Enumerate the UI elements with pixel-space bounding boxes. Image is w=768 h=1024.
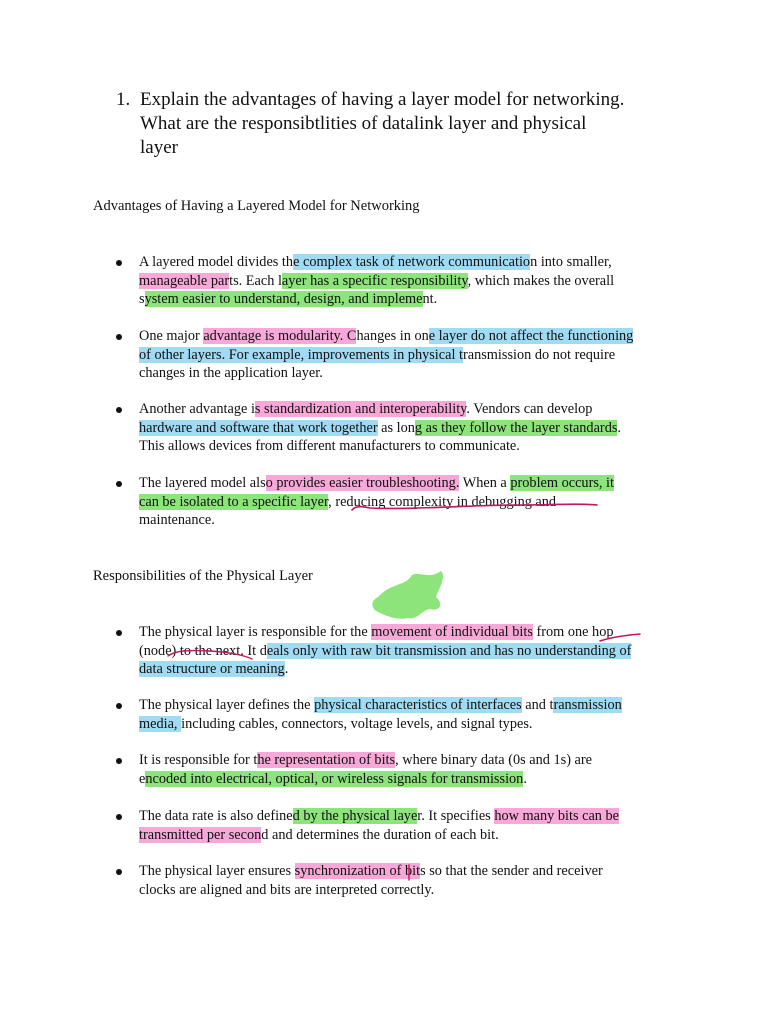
section-heading-physical-layer: Responsibilities of the Physical Layer — [93, 568, 313, 584]
highlight-pink: advantage is modularity. C — [203, 328, 357, 344]
highlight-pink: synchronization of bit — [294, 863, 421, 879]
question-line: What are the responsibtlities of datalink layer and physical — [140, 113, 587, 134]
text-run: hanges in on — [356, 328, 429, 344]
text-run: The physical layer ensures — [139, 863, 295, 879]
text-run: s so that the sender and receiver — [420, 863, 603, 879]
highlight-blue: e layer do not affect the functioning — [428, 328, 634, 344]
list-item — [139, 400, 684, 456]
text-run: maintenance. — [139, 512, 215, 528]
text-run: and t — [521, 697, 554, 713]
text-run: s — [139, 291, 145, 307]
text-run: d and determines the duration of each bit. — [261, 826, 499, 843]
text-run: as lon — [377, 419, 415, 436]
question-line: layer — [140, 137, 178, 158]
text-run: clocks are aligned and bits are interpreted correctly. — [139, 881, 435, 898]
text-line — [139, 419, 684, 438]
text-line — [139, 327, 684, 346]
highlight-blue: media, — [139, 715, 182, 732]
question-number: 1. — [116, 89, 131, 110]
text-run: . — [617, 419, 621, 436]
text-line — [139, 826, 684, 845]
section-heading-advantages: Advantages of Having a Layered Model for Networking — [93, 198, 420, 214]
text-line — [139, 437, 684, 456]
text-line — [139, 493, 684, 512]
bullet-dot — [116, 481, 122, 487]
bullet-dot — [116, 703, 122, 709]
highlight-pink: s standardization and interoperability — [254, 401, 467, 417]
text-run: , which makes the overall — [467, 272, 615, 289]
highlight-blue: data structure or meaning — [139, 661, 285, 677]
text-run: from one hop — [532, 624, 614, 640]
text-line — [139, 511, 684, 530]
text-run: The layered model als — [139, 475, 266, 491]
text-run: Another advantage i — [139, 401, 255, 417]
list-item — [139, 751, 684, 788]
text-line — [139, 660, 684, 679]
question-text — [140, 88, 685, 160]
highlight-green: g as they follow the layer standards — [414, 419, 618, 436]
text-run: The physical layer is responsible for the — [139, 624, 372, 640]
highlight-blue: e complex task of network communicatio — [293, 254, 531, 270]
highlight-green: ayer has a specific responsibility — [281, 272, 468, 289]
highlight-green: d by the physical laye — [292, 808, 418, 824]
highlight-green: problem occurs, it — [510, 475, 614, 491]
highlight-blue: hardware and software that work together — [139, 419, 378, 436]
text-line — [139, 623, 684, 642]
text-run: One major — [139, 328, 204, 344]
text-run: A layered model divides th — [139, 254, 294, 270]
highlight-pink: transmitted per secon — [139, 826, 262, 843]
text-line — [139, 474, 684, 493]
highlight-pink: manageable par — [139, 272, 230, 289]
bullet-dot — [116, 334, 122, 340]
highlight-green: ystem easier to understand, design, and impleme — [144, 291, 423, 307]
text-line — [139, 862, 684, 881]
bullet-dot — [116, 758, 122, 764]
text-run: including cables, connectors, voltage levels, and signal types. — [181, 715, 533, 732]
list-item — [139, 474, 684, 530]
bullet-dot — [116, 869, 122, 875]
text-line — [139, 290, 684, 309]
list-item — [139, 623, 684, 679]
text-line — [139, 400, 684, 419]
green-scribble-mark — [372, 571, 443, 619]
text-run: changes in the application layer. — [139, 365, 323, 381]
highlight-pink: he representation of bits — [257, 752, 396, 768]
highlight-blue: physical characteristics of interfaces — [314, 697, 522, 713]
text-line — [139, 770, 684, 789]
text-run: When a — [459, 475, 511, 491]
text-run: , reducing complexity in debugging and — [328, 493, 557, 510]
text-run: . — [284, 661, 289, 677]
highlight-blue: eals only with raw bit transmission and has no understanding of — [266, 642, 632, 659]
text-run: The data rate is also define — [139, 808, 293, 824]
text-line — [139, 696, 684, 715]
text-line — [139, 253, 684, 272]
text-line — [139, 642, 684, 661]
text-run: . Vendors can develop — [466, 401, 593, 417]
list-item — [139, 862, 684, 899]
text-line — [139, 807, 684, 826]
text-run: e — [139, 770, 146, 787]
text-line — [139, 881, 684, 900]
text-line — [139, 346, 684, 365]
text-line — [139, 272, 684, 291]
question-line: Explain the advantages of having a layer model for networking. — [140, 89, 625, 110]
text-line — [139, 364, 684, 383]
text-run: . — [523, 770, 527, 787]
text-line — [139, 715, 684, 734]
list-item — [139, 807, 684, 844]
highlight-green: can be isolated to a specific layer — [139, 493, 329, 510]
bullet-dot — [116, 814, 122, 820]
list-item — [139, 696, 684, 733]
text-run: nt. — [422, 291, 438, 307]
highlight-blue: of other layers. For example, improvements in physical t — [139, 346, 463, 363]
text-run: (node) to the next. It d — [139, 642, 267, 659]
list-item — [139, 253, 684, 309]
highlight-pink: how many bits can be — [494, 808, 620, 824]
bullet-dot — [116, 407, 122, 413]
text-run: ts. Each l — [229, 272, 282, 289]
text-line — [139, 751, 684, 770]
text-run: , where binary data (0s and 1s) are — [395, 752, 592, 768]
text-run: The physical layer defines the — [139, 697, 315, 713]
list-item — [139, 327, 684, 383]
highlight-blue: ransmission — [553, 697, 622, 713]
bullet-dot — [116, 630, 122, 636]
text-run: This allows devices from different manufacturers to communicate. — [139, 438, 520, 454]
highlight-pink: o provides easier troubleshooting. — [265, 475, 460, 491]
text-run: It is responsible for t — [139, 752, 258, 768]
highlight-green: ncoded into electrical, optical, or wireless signals for transmission — [145, 770, 524, 787]
text-run: n into smaller, — [530, 254, 612, 270]
text-run: r. It specifies — [417, 808, 495, 824]
bullet-dot — [116, 260, 122, 266]
highlight-pink: movement of individual bits — [371, 624, 533, 640]
text-run: ransmission do not require — [462, 346, 616, 363]
